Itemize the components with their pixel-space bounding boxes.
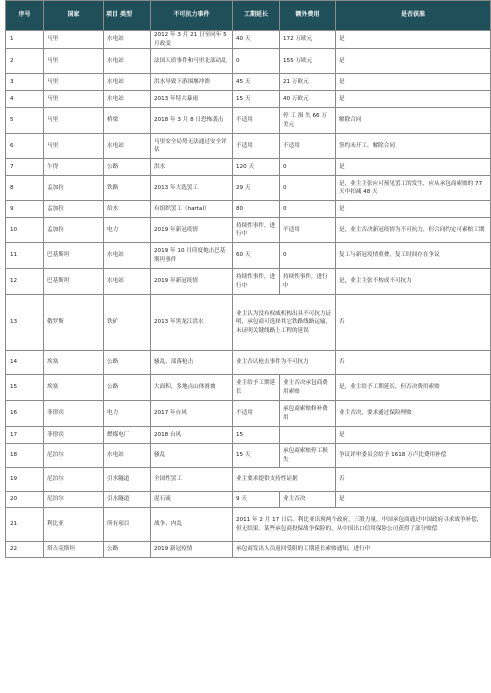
cell-event: 泥石流 bbox=[151, 492, 233, 508]
cell-country: 尼泊尔 bbox=[44, 444, 104, 468]
cell-event: 法国人质事件和马里北部动乱 bbox=[151, 49, 233, 74]
cell-country: 马里 bbox=[44, 74, 104, 91]
table-row bbox=[6, 351, 491, 375]
cell-extra-cost: 21 万欧元 bbox=[280, 74, 336, 91]
cell-project-type: 水电站 bbox=[104, 269, 151, 295]
cell-extra-cost: 承包商索赔停工损失 bbox=[280, 444, 336, 468]
cell-project-type: 给水 bbox=[104, 201, 151, 218]
cell-extra-cost: 不适用 bbox=[280, 134, 336, 159]
cell-extra-cost: 不适用 bbox=[280, 218, 336, 243]
cell-country: 孟加拉 bbox=[44, 201, 104, 218]
header-delay: 工期延长 bbox=[233, 1, 280, 31]
cell-event: 有组织罢工（hartal） bbox=[151, 201, 233, 218]
cell-project-type: 水电站 bbox=[104, 31, 151, 49]
cell-extra-cost: 155 万欧元 bbox=[280, 49, 336, 74]
table-row bbox=[6, 176, 491, 201]
cell-extra-cost: 0 bbox=[280, 159, 336, 176]
cell-country: 马里 bbox=[44, 134, 104, 159]
table-row bbox=[6, 134, 491, 159]
cell-extra-cost bbox=[280, 427, 336, 444]
header-no: 序号 bbox=[6, 1, 44, 31]
table-row bbox=[6, 31, 491, 49]
cell-delay: 不适用 bbox=[233, 108, 280, 134]
cell-country: 菲律宾 bbox=[44, 427, 104, 444]
cell-country: 马里 bbox=[44, 91, 104, 108]
table-row bbox=[6, 108, 491, 134]
cell-approved: 是，业主否决新冠疫情为不可抗力，但合同约定可索赔工期 bbox=[336, 218, 491, 243]
cell-event: 2013 年特大暴雨 bbox=[151, 91, 233, 108]
cell-country: 巴基斯坦 bbox=[44, 243, 104, 269]
cell-delay: 不适用 bbox=[233, 134, 280, 159]
cell-delay: 60 天 bbox=[233, 243, 280, 269]
cell-project-type: 水电站 bbox=[104, 74, 151, 91]
cell-approved: 否 bbox=[336, 468, 491, 492]
cell-no: 16 bbox=[6, 401, 44, 427]
header-event: 不可抗力事件 bbox=[151, 1, 233, 31]
cell-project-type: 铁矿 bbox=[104, 295, 151, 351]
cell-extra-cost: 持续性事件，进行中 bbox=[280, 269, 336, 295]
table-body bbox=[6, 31, 491, 558]
cell-event: 战争、内乱 bbox=[151, 508, 233, 542]
table-row bbox=[6, 295, 491, 351]
table-row bbox=[6, 91, 491, 108]
cell-event: 2018 台风 bbox=[151, 427, 233, 444]
cell-no: 4 bbox=[6, 91, 44, 108]
cell-event: 2017 年台风 bbox=[151, 401, 233, 427]
cell-no: 5 bbox=[6, 108, 44, 134]
cell-country: 俄罗斯 bbox=[44, 295, 104, 351]
cell-delay: 29 天 bbox=[233, 176, 280, 201]
cell-approved: 是，业主给予工期延长，但否决费用索赔 bbox=[336, 375, 491, 401]
cell-approved: 解除合同 bbox=[336, 108, 491, 134]
cell-no: 22 bbox=[6, 542, 44, 558]
table-row bbox=[6, 201, 491, 218]
cell-event: 2019 年新冠疫情 bbox=[151, 269, 233, 295]
cell-project-type: 铁路 bbox=[104, 176, 151, 201]
cell-project-type: 水电站 bbox=[104, 91, 151, 108]
cell-delay: 15 天 bbox=[233, 91, 280, 108]
cell-no: 11 bbox=[6, 243, 44, 269]
cell-country: 尼泊尔 bbox=[44, 468, 104, 492]
cell-delay: 0 bbox=[233, 49, 280, 74]
cell-project-type: 水电站 bbox=[104, 49, 151, 74]
table-row bbox=[6, 401, 491, 427]
cell-project-type: 所有项目 bbox=[104, 508, 151, 542]
cell-extra-cost: 0 bbox=[280, 201, 336, 218]
cell-no: 12 bbox=[6, 269, 44, 295]
cell-project-type: 引水隧道 bbox=[104, 468, 151, 492]
cell-delay: 承包商发出人员返回受阻的工期延长索赔通知，进行中 bbox=[233, 542, 491, 558]
table-row bbox=[6, 508, 491, 542]
cell-approved: 业主否决，要求通过保险理赔 bbox=[336, 401, 491, 427]
cell-approved: 是 bbox=[336, 492, 491, 508]
cell-event: 骚乱，部落枪击 bbox=[151, 351, 233, 375]
cell-no: 21 bbox=[6, 508, 44, 542]
cell-event: 2019 新冠疫情 bbox=[151, 542, 233, 558]
cell-delay: 业主认为没有权威机构出具不可抗力证明，承包商可选择其它铁路线路运输，未证明关键线路上工程的延误 bbox=[233, 295, 336, 351]
cell-approved: 争议评审委员会给予 1618 万卢比费用补偿 bbox=[336, 444, 491, 468]
cell-project-type: 水电站 bbox=[104, 134, 151, 159]
cell-no: 8 bbox=[6, 176, 44, 201]
cell-no: 2 bbox=[6, 49, 44, 74]
cell-extra-cost: 172 万欧元 bbox=[280, 31, 336, 49]
cell-delay: 2011 年 2 月 17 日后，利比亚出现两个政府，三股力量，中国承包商通过中国政府寻求战争补偿，但无结果。某些承包商投保战争保险的，从中国出口信用保险公司获得了部分赔偿 bbox=[233, 508, 491, 542]
cell-project-type: 公路 bbox=[104, 159, 151, 176]
cell-extra-cost: 业主否决承包商费用索赔 bbox=[280, 375, 336, 401]
cell-delay: 9 天 bbox=[233, 492, 280, 508]
cell-event: 2018 年 3 月 8 日恐怖袭击 bbox=[151, 108, 233, 134]
cell-country: 马里 bbox=[44, 31, 104, 49]
cell-approved: 是 bbox=[336, 49, 491, 74]
cell-project-type: 公路 bbox=[104, 375, 151, 401]
cell-event: 洪水 bbox=[151, 159, 233, 176]
cell-country: 乍得 bbox=[44, 159, 104, 176]
cell-no: 19 bbox=[6, 468, 44, 492]
cell-project-type: 水电站 bbox=[104, 243, 151, 269]
table-row bbox=[6, 159, 491, 176]
cell-delay: 15 天 bbox=[233, 444, 280, 468]
table-row bbox=[6, 269, 491, 295]
cell-project-type: 引水隧道 bbox=[104, 492, 151, 508]
cell-project-type: 水电站 bbox=[104, 444, 151, 468]
cell-country: 马里 bbox=[44, 108, 104, 134]
cell-approved: 否 bbox=[336, 351, 491, 375]
cell-event: 洪水导致下游围堰冲溃 bbox=[151, 74, 233, 91]
header-project-type: 项目 类型 bbox=[104, 1, 151, 31]
cell-delay: 持续性事件，进行中 bbox=[233, 218, 280, 243]
cell-extra-cost: 承包商索赔修补费用 bbox=[280, 401, 336, 427]
header-row bbox=[6, 1, 491, 31]
cell-delay: 120 天 bbox=[233, 159, 280, 176]
cell-project-type: 电力 bbox=[104, 401, 151, 427]
cell-country: 巴基斯坦 bbox=[44, 269, 104, 295]
cell-country: 埃塞 bbox=[44, 351, 104, 375]
cell-country: 尼泊尔 bbox=[44, 492, 104, 508]
cell-extra-cost: 0 bbox=[280, 176, 336, 201]
cell-extra-cost: 0 bbox=[280, 243, 336, 269]
cell-approved: 是，业主主张不构成不可抗力 bbox=[336, 269, 491, 295]
cell-approved: 是 bbox=[336, 159, 491, 176]
cell-project-type: 公路 bbox=[104, 542, 151, 558]
cell-delay: 40 天 bbox=[233, 31, 280, 49]
cell-country: 埃塞 bbox=[44, 375, 104, 401]
cell-country: 利比亚 bbox=[44, 508, 104, 542]
cell-event: 2019 年 10 月印度炮击巴基斯坦事件 bbox=[151, 243, 233, 269]
cell-event: 骚乱 bbox=[151, 444, 233, 468]
cell-event: 马里安全局势无法通过安全评估 bbox=[151, 134, 233, 159]
cell-project-type: 燃煤电厂 bbox=[104, 427, 151, 444]
cell-approved: 是 bbox=[336, 427, 491, 444]
cell-no: 1 bbox=[6, 31, 44, 49]
cell-approved: 签约未开工，解除合同 bbox=[336, 134, 491, 159]
cell-no: 7 bbox=[6, 159, 44, 176]
cell-approved: 否 bbox=[336, 295, 491, 351]
table-header bbox=[6, 1, 491, 31]
cell-event: 全国性罢工 bbox=[151, 468, 233, 492]
cell-delay: 业主要求提供支持性证据 bbox=[233, 468, 336, 492]
cell-event: 2013 年大选罢工 bbox=[151, 176, 233, 201]
cell-country: 塔吉克斯坦 bbox=[44, 542, 104, 558]
cell-project-type: 公路 bbox=[104, 351, 151, 375]
table-row bbox=[6, 492, 491, 508]
table-row bbox=[6, 375, 491, 401]
cell-approved: 是，业主主张应可预见罢工的发生，应从承包商索赔的 77 天中扣减 48 天 bbox=[336, 176, 491, 201]
cell-no: 10 bbox=[6, 218, 44, 243]
cell-country: 孟加拉 bbox=[44, 218, 104, 243]
table-row bbox=[6, 243, 491, 269]
cell-delay: 业主给予工期延长 bbox=[233, 375, 280, 401]
table-row bbox=[6, 542, 491, 558]
cell-country: 马里 bbox=[44, 49, 104, 74]
cell-event: 2019 年新冠疫情 bbox=[151, 218, 233, 243]
header-approved: 是否获准 bbox=[336, 1, 491, 31]
cell-approved: 是 bbox=[336, 201, 491, 218]
cell-country: 孟加拉 bbox=[44, 176, 104, 201]
cell-no: 18 bbox=[6, 444, 44, 468]
cell-delay: 不适用 bbox=[233, 401, 280, 427]
table-row bbox=[6, 427, 491, 444]
cell-project-type: 桥梁 bbox=[104, 108, 151, 134]
cell-extra-cost: 停 工 损 失 66 万美元 bbox=[280, 108, 336, 134]
cell-no: 13 bbox=[6, 295, 44, 351]
cell-no: 3 bbox=[6, 74, 44, 91]
header-extra-cost: 额外费用 bbox=[280, 1, 336, 31]
cell-delay: 15 bbox=[233, 427, 280, 444]
cell-extra-cost: 业主否决 bbox=[280, 492, 336, 508]
cell-country: 菲律宾 bbox=[44, 401, 104, 427]
cell-event: 2013 年黑龙江洪水 bbox=[151, 295, 233, 351]
cell-delay: 80 bbox=[233, 201, 280, 218]
cell-no: 9 bbox=[6, 201, 44, 218]
table-row bbox=[6, 444, 491, 468]
cell-extra-cost: 40 万欧元 bbox=[280, 91, 336, 108]
cell-delay: 持续性事件，进行中 bbox=[233, 269, 280, 295]
cell-approved: 是 bbox=[336, 74, 491, 91]
cell-no: 20 bbox=[6, 492, 44, 508]
table-row bbox=[6, 468, 491, 492]
cell-no: 14 bbox=[6, 351, 44, 375]
cell-project-type: 电力 bbox=[104, 218, 151, 243]
cell-approved: 复工与新冠疫情重叠，复工时间存在争议 bbox=[336, 243, 491, 269]
cell-delay: 45 天 bbox=[233, 74, 280, 91]
cell-no: 6 bbox=[6, 134, 44, 159]
cell-event: 大面积、多地点山体滑坡 bbox=[151, 375, 233, 401]
cell-no: 17 bbox=[6, 427, 44, 444]
table-row bbox=[6, 74, 491, 91]
table-row bbox=[6, 49, 491, 74]
cell-approved: 是 bbox=[336, 31, 491, 49]
force-majeure-table bbox=[5, 0, 491, 558]
cell-approved: 是 bbox=[336, 91, 491, 108]
cell-no: 15 bbox=[6, 375, 44, 401]
header-country: 国家 bbox=[44, 1, 104, 31]
cell-event: 2012 年 3 月 21 日至同年 5 月政变 bbox=[151, 31, 233, 49]
table-row bbox=[6, 218, 491, 243]
cell-delay: 业主否认枪击事件为不可抗力 bbox=[233, 351, 336, 375]
